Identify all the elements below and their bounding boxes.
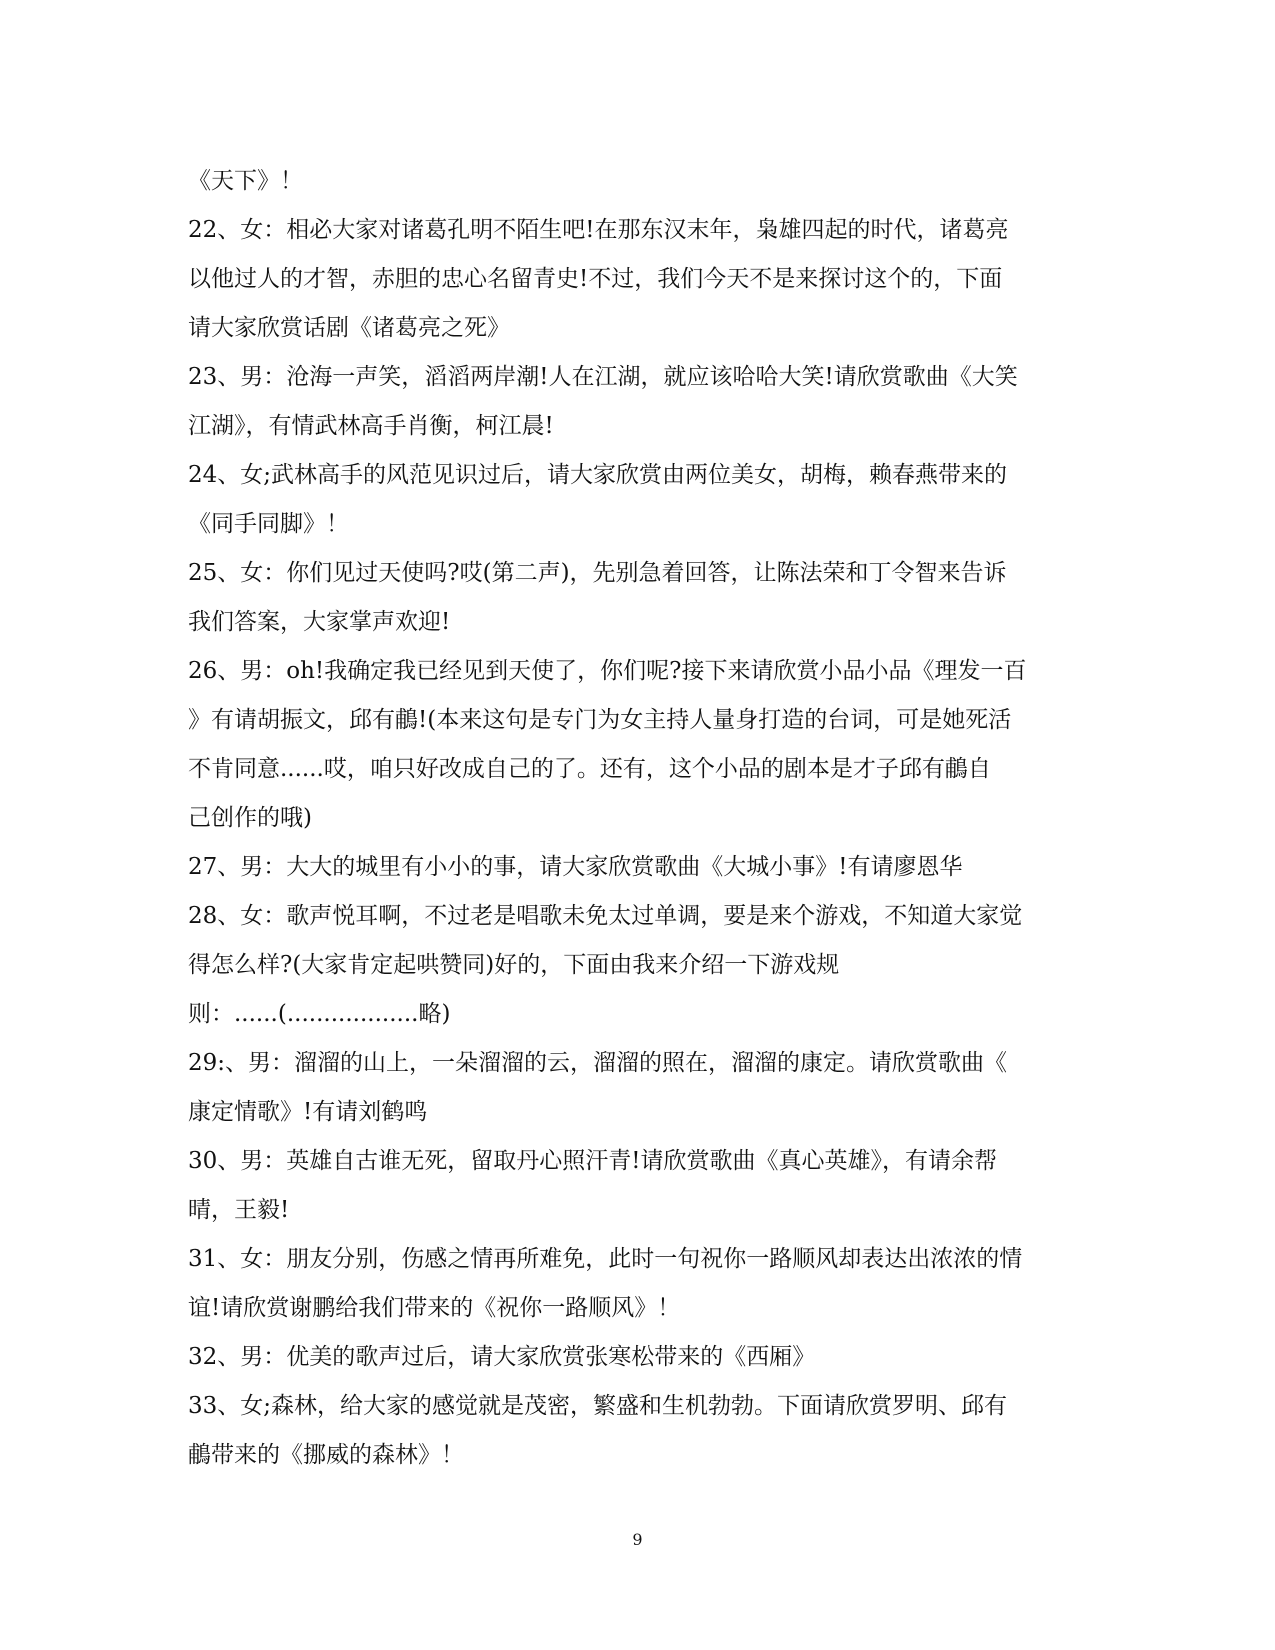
text-line: 不肯同意......哎，咱只好改成自己的了。还有，这个小品的剧本是才子邱有鵏自 — [188, 756, 991, 782]
document-body — [188, 157, 1088, 1480]
text-line: 康定情歌》!有请刘鹤鸣 — [188, 1099, 428, 1125]
text-line: 请大家欣赏话剧《诸葛亮之死》 — [188, 315, 510, 341]
text-line: 我们答案，大家掌声欢迎! — [188, 609, 451, 635]
text-line: 27、男：大大的城里有小小的事，请大家欣赏歌曲《大城小事》!有请廖恩华 — [188, 854, 963, 880]
text-line: 31、女：朋友分别，伤感之情再所难免，此时一句祝你一路顺风却表达出浓浓的情 — [188, 1246, 1023, 1272]
text-line: 28、女：歌声悦耳啊，不过老是唱歌未免太过单调，要是来个游戏，不知道大家觉 — [188, 903, 1023, 929]
text-line: 26、男：oh!我确定我已经见到天使了，你们呢?接下来请欣赏小品小品《理发一百 — [188, 658, 1027, 684]
text-line: 以他过人的才智，赤胆的忠心名留青史!不过，我们今天不是来探讨这个的，下面 — [188, 266, 1003, 292]
text-line: 30、男：英雄自古谁无死，留取丹心照汗青!请欣赏歌曲《真心英雄》，有请余帮 — [188, 1148, 998, 1174]
text-line: 晴，王毅! — [188, 1197, 290, 1223]
text-line: 谊!请欣赏谢鹏给我们带来的《祝你一路顺风》！ — [188, 1295, 681, 1321]
text-line: 29:、男：溜溜的山上，一朵溜溜的云，溜溜的照在，溜溜的康定。请欣赏歌曲《 — [188, 1050, 1008, 1076]
text-line: 得怎么样?(大家肯定起哄赞同)好的，下面由我来介绍一下游戏规 — [188, 952, 840, 978]
text-line: 33、女;森林，给大家的感觉就是茂密，繁盛和生机勃勃。下面请欣赏罗明、邱有 — [188, 1393, 1008, 1419]
text-line: 则：......(..................略) — [188, 1001, 451, 1027]
text-line: 25、女：你们见过天使吗?哎(第二声)，先别急着回答，让陈法荣和丁令智来告诉 — [188, 560, 1007, 586]
text-line: 《同手同脚》！ — [188, 511, 349, 537]
text-line: 32、男：优美的歌声过后，请大家欣赏张寒松带来的《西厢》 — [188, 1344, 816, 1370]
text-line: 己创作的哦) — [188, 805, 312, 831]
page-number: 9 — [632, 1530, 643, 1549]
text-line: 》有请胡振文，邱有鵏!(本来这句是专门为女主持人量身打造的台词，可是她死活 — [188, 707, 1012, 733]
text-line: 24、女;武林高手的风范见识过后，请大家欣赏由两位美女，胡梅，赖春燕带来的 — [188, 462, 1008, 488]
text-line: 《天下》！ — [188, 168, 303, 194]
text-line: 鵏带来的《挪威的森林》！ — [188, 1442, 464, 1468]
text-line: 23、男：沧海一声笑，滔滔两岸潮!人在江湖，就应该哈哈大笑!请欣赏歌曲《大笑 — [188, 364, 1018, 390]
text-line: 江湖》，有情武林高手肖衡，柯江晨! — [188, 413, 554, 439]
text-line: 22、女：相必大家对诸葛孔明不陌生吧!在那东汉末年，枭雄四起的时代，诸葛亮 — [188, 217, 1009, 243]
